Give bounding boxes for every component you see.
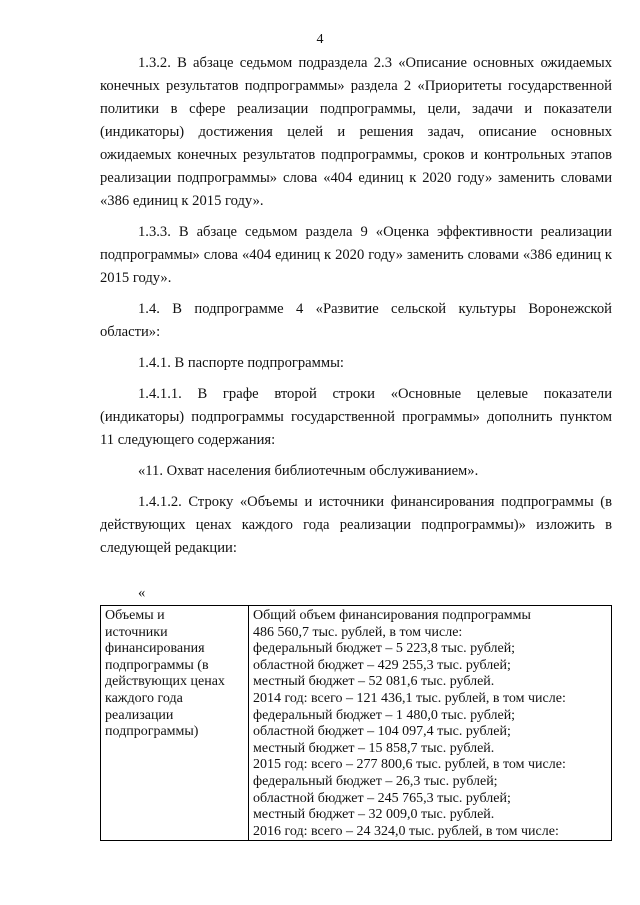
- paragraph-1-4-1-2: 1.4.1.2. Строку «Объемы и источники финансирования подпрограммы (в действующих ценах каждого года реализации подпрограммы)» изложить в следующей редакции:: [100, 494, 612, 556]
- financing-table: [100, 605, 612, 841]
- paragraph-item-11: «11. Охват населения библиотечным обслуживанием».: [138, 463, 479, 479]
- paragraph-1-3-3: 1.3.3. В абзаце седьмом раздела 9 «Оценка эффективности реализации подпрограммы» слова «404 единиц к 2020 году» заменить словами «386 единиц к 2015 году».: [100, 224, 612, 286]
- content-line: федеральный бюджет – 5 223,8 тыс. рублей;: [253, 641, 516, 657]
- label-line: подпрограммы): [105, 724, 199, 740]
- label-line: финансирования: [105, 641, 205, 657]
- label-line: каждого года: [105, 690, 183, 706]
- content-line: федеральный бюджет – 26,3 тыс. рублей;: [253, 773, 498, 789]
- table-row: [101, 606, 612, 841]
- paragraph-1-3-2: 1.3.2. В абзаце седьмом подраздела 2.3 «Описание основных ожидаемых конечных результатов подпрограммы» раздела 2 «Приоритеты государственной политики в сфере реализации подпрограммы, цели, задачи и показатели (индикаторы) достижения целей и решения задач, описание основных ожидаемых конечных результатов подпрограммы, сроков и контрольных этапов реализации подпрограммы» слова «404 единиц к 2020 году» заменить словами «386 единиц к 2015 году».: [100, 55, 612, 209]
- content-line: местный бюджет – 32 009,0 тыс. рублей.: [253, 807, 495, 823]
- financing-content-cell: [249, 606, 612, 841]
- content-line: 2014 год: всего – 121 436,1 тыс. рублей, в том числе:: [253, 690, 566, 706]
- page-number: 4: [316, 32, 324, 47]
- opening-quote: «: [138, 585, 146, 601]
- content-line: местный бюджет – 52 081,6 тыс. рублей.: [253, 674, 495, 690]
- paragraph-1-4-1-1: 1.4.1.1. В графе второй строки «Основные целевые показатели (индикаторы) подпрограммы государственной программы» дополнить пунктом 11 следующего содержания:: [100, 386, 612, 448]
- content-line: местный бюджет – 15 858,7 тыс. рублей.: [253, 740, 495, 756]
- content-line: 486 560,7 тыс. рублей, в том числе:: [253, 624, 463, 640]
- paragraph-1-4-1: 1.4.1. В паспорте подпрограммы:: [138, 355, 344, 371]
- content-line: областной бюджет – 245 765,3 тыс. рублей;: [253, 790, 511, 806]
- label-line: Объемы и: [105, 608, 165, 623]
- label-line: источники: [105, 624, 168, 640]
- label-line: действующих ценах: [105, 674, 225, 690]
- label-line: подпрограммы (в: [105, 657, 209, 673]
- content-line: областной бюджет – 104 097,4 тыс. рублей;: [253, 724, 511, 740]
- financing-label-cell: [101, 606, 249, 841]
- content-line: Общий объем финансирования подпрограммы: [253, 608, 531, 623]
- paragraph-1-4: 1.4. В подпрограмме 4 «Развитие сельской культуры Воронежской области»:: [100, 301, 612, 340]
- label-line: реализации: [105, 707, 174, 723]
- content-line: федеральный бюджет – 1 480,0 тыс. рублей;: [253, 707, 516, 723]
- content-line: 2015 год: всего – 277 800,6 тыс. рублей, в том числе:: [253, 757, 566, 773]
- document-body: [100, 52, 612, 568]
- content-line: 2016 год: всего – 24 324,0 тыс. рублей, в том числе:: [253, 823, 559, 839]
- content-line: областной бюджет – 429 255,3 тыс. рублей;: [253, 657, 511, 673]
